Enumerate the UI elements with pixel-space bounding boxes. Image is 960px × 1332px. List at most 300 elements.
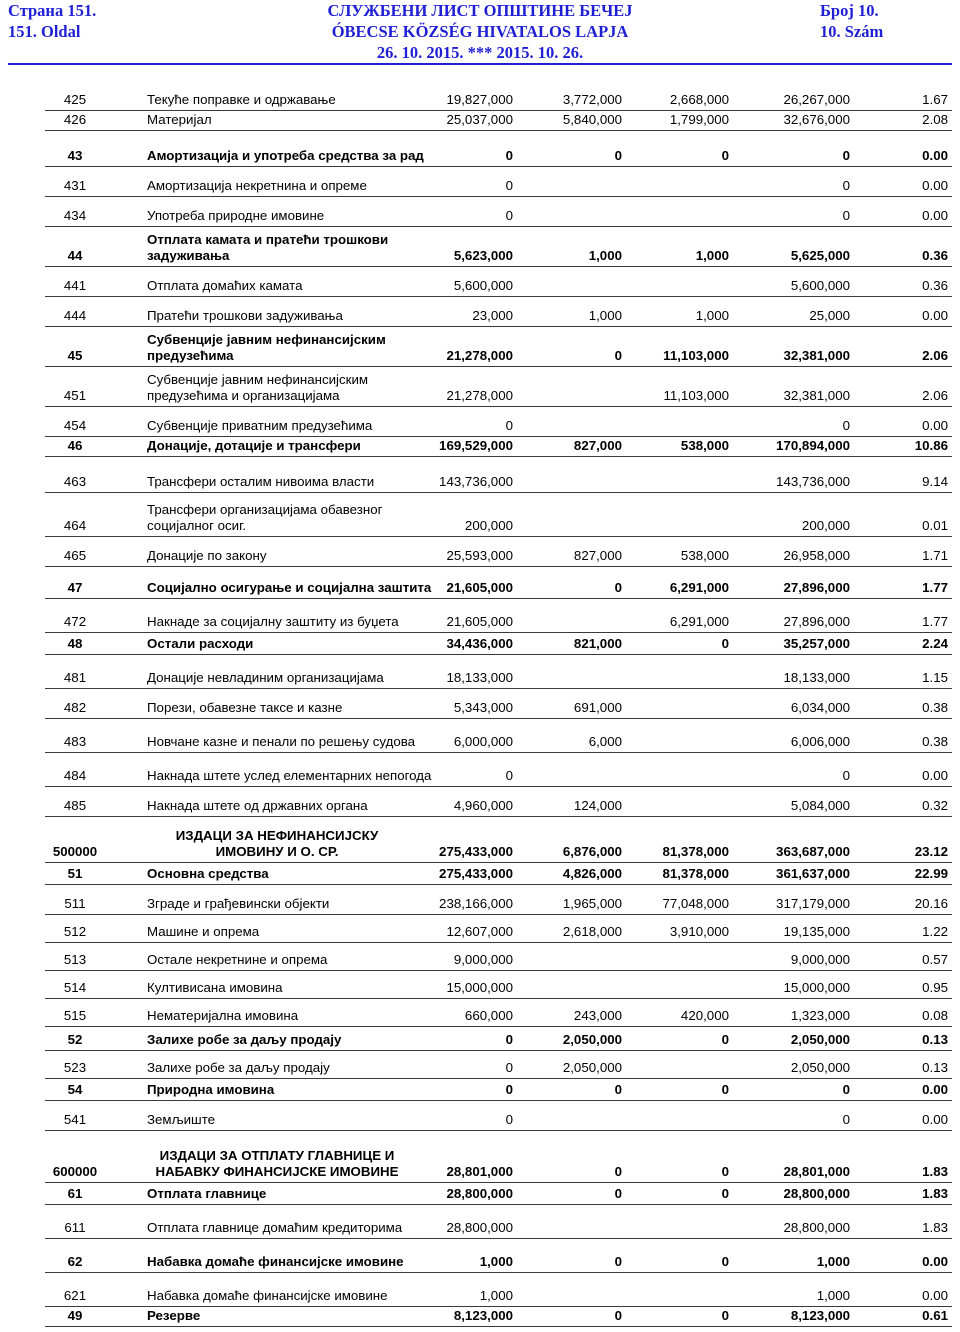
account-code: 514 <box>63 980 87 995</box>
amount-col-3: 6,291,000 <box>669 580 729 595</box>
amount-total: 28,800,000 <box>783 1220 850 1235</box>
amount-col-2: 0 <box>614 1164 622 1179</box>
amount-percent: 1.77 <box>922 614 948 629</box>
amount-total: 361,637,000 <box>776 866 850 881</box>
amount-col-3: 0 <box>721 1082 729 1097</box>
amount-total: 0 <box>842 208 850 223</box>
account-code: 600000 <box>52 1164 98 1179</box>
account-name: Порези, обавезне таксе и казне <box>147 700 343 715</box>
amount-percent: 9.14 <box>922 474 948 489</box>
account-name: Залихе робе за даљу продају <box>147 1032 342 1047</box>
amount-percent: 0.00 <box>922 1288 948 1303</box>
amount-col-3: 0 <box>721 1164 729 1179</box>
amount-total: 19,135,000 <box>783 924 850 939</box>
amount-col-3: 77,048,000 <box>662 896 729 911</box>
amount-col-1: 28,800,000 <box>446 1220 513 1235</box>
amount-col-1: 21,605,000 <box>446 614 513 629</box>
amount-percent: 1.71 <box>922 548 948 563</box>
amount-col-2: 827,000 <box>573 548 622 563</box>
account-code: 464 <box>63 518 87 533</box>
account-code: 454 <box>63 418 87 433</box>
amount-col-1: 19,827,000 <box>446 92 513 107</box>
header-left <box>8 0 96 42</box>
account-code: 47 <box>67 580 83 595</box>
table-row <box>45 753 952 787</box>
table-row <box>45 437 952 457</box>
table-row <box>45 787 952 817</box>
table-row <box>45 457 952 493</box>
amount-total: 27,896,000 <box>783 580 850 595</box>
account-name: Земљиште <box>147 1112 216 1127</box>
account-code: 48 <box>67 636 83 651</box>
account-name: Пратећи трошкови задуживања <box>147 308 343 323</box>
amount-col-1: 12,607,000 <box>446 924 513 939</box>
account-name: Новчане казне и пенали по решењу судова <box>147 734 416 749</box>
account-code: 45 <box>67 348 83 363</box>
amount-col-1: 0 <box>505 418 513 433</box>
amount-percent: 0.00 <box>922 178 948 193</box>
amount-total: 32,676,000 <box>783 112 850 127</box>
table-row <box>45 567 952 599</box>
amount-total: 0 <box>842 418 850 433</box>
account-name: Природна имовина <box>147 1082 275 1097</box>
amount-col-1: 21,605,000 <box>446 580 513 595</box>
account-name: Остале некретнине и опрема <box>147 952 328 967</box>
table-row <box>45 633 952 655</box>
amount-col-1: 5,600,000 <box>453 278 513 293</box>
issue-number-sr: Број 10. <box>820 1 879 20</box>
table-row <box>45 1273 952 1307</box>
amount-col-2: 6,876,000 <box>562 844 622 859</box>
account-name: Нематеријална имовина <box>147 1008 299 1023</box>
account-name: ИЗДАЦИ ЗА ОТПЛАТУ ГЛАВНИЦЕ И НАБАВКУ ФИНАНСИЈСКЕ ИМОВИНЕ <box>155 1148 399 1179</box>
account-name: Амортизација некретнина и опреме <box>147 178 367 193</box>
table-row <box>45 1051 952 1079</box>
amount-col-1: 18,133,000 <box>446 670 513 685</box>
amount-percent: 0.00 <box>922 148 948 163</box>
amount-col-2: 4,826,000 <box>562 866 622 881</box>
amount-col-2: 0 <box>614 1254 622 1269</box>
account-code: 472 <box>63 614 87 629</box>
account-name: Резерве <box>147 1308 201 1323</box>
amount-col-1: 143,736,000 <box>439 474 513 489</box>
amount-col-3: 81,378,000 <box>662 866 729 881</box>
amount-col-1: 0 <box>505 768 513 783</box>
amount-total: 317,179,000 <box>776 896 850 911</box>
account-name: Машине и опрема <box>147 924 260 939</box>
amount-col-1: 275,433,000 <box>439 844 513 859</box>
account-name: Отплата домаћих камата <box>147 278 303 293</box>
account-code: 484 <box>63 768 87 783</box>
account-name: Отплата главнице домаћим кредиторима <box>147 1220 403 1235</box>
gazette-date: 26. 10. 2015. *** 2015. 10. 26. <box>376 43 584 62</box>
amount-total: 363,687,000 <box>776 844 850 859</box>
table-row <box>45 971 952 999</box>
amount-col-3: 0 <box>721 1186 729 1201</box>
amount-percent: 0.00 <box>922 1082 948 1097</box>
account-code: 49 <box>67 1308 83 1323</box>
amount-col-1: 4,960,000 <box>453 798 513 813</box>
table-row <box>45 885 952 915</box>
amount-col-2: 2,050,000 <box>562 1032 622 1047</box>
amount-total: 18,133,000 <box>783 670 850 685</box>
page-header <box>0 0 960 62</box>
table-row <box>45 943 952 971</box>
amount-total: 0 <box>842 178 850 193</box>
amount-percent: 2.06 <box>922 388 948 403</box>
amount-col-3: 0 <box>721 636 729 651</box>
amount-total: 28,800,000 <box>783 1186 850 1201</box>
table-row <box>45 863 952 885</box>
amount-col-3: 538,000 <box>680 548 729 563</box>
account-code: 46 <box>67 438 83 453</box>
account-code: 513 <box>63 952 87 967</box>
table-row <box>45 537 952 567</box>
amount-percent: 0.08 <box>922 1008 948 1023</box>
account-name: Трансфери организацијама обавезног социјалног осиг. <box>147 502 383 533</box>
account-code: 44 <box>67 248 83 263</box>
table-row <box>45 87 952 111</box>
amount-total: 1,000 <box>816 1254 850 1269</box>
account-code: 482 <box>63 700 87 715</box>
account-name: Набавка домаће финансијске имовине <box>147 1254 404 1269</box>
header-right <box>820 0 883 42</box>
amount-col-1: 23,000 <box>472 308 513 323</box>
account-code: 52 <box>67 1032 83 1047</box>
amount-percent: 0.38 <box>922 734 948 749</box>
amount-percent: 0.36 <box>922 248 948 263</box>
amount-col-2: 5,840,000 <box>562 112 622 127</box>
amount-col-2: 691,000 <box>573 700 622 715</box>
table-row <box>45 1079 952 1101</box>
table-row <box>45 689 952 719</box>
account-name: Отплата главнице <box>147 1186 267 1201</box>
amount-col-2: 821,000 <box>573 636 622 651</box>
account-name: Залихе робе за даљу продају <box>147 1060 330 1075</box>
amount-col-3: 0 <box>721 1032 729 1047</box>
amount-col-1: 1,000 <box>479 1254 513 1269</box>
amount-total: 0 <box>842 1112 850 1127</box>
amount-percent: 1.83 <box>922 1164 948 1179</box>
table-row <box>45 915 952 943</box>
amount-col-3: 11,103,000 <box>663 388 729 403</box>
amount-percent: 22.99 <box>914 866 948 881</box>
amount-col-2: 124,000 <box>573 798 622 813</box>
amount-total: 1,323,000 <box>790 1008 850 1023</box>
table-row <box>45 197 952 227</box>
amount-percent: 0.00 <box>922 768 948 783</box>
account-name: Донације, дотације и трансфери <box>147 438 361 453</box>
amount-col-2: 0 <box>614 148 622 163</box>
amount-col-1: 5,343,000 <box>453 700 513 715</box>
amount-col-1: 275,433,000 <box>439 866 513 881</box>
amount-total: 25,000 <box>809 308 850 323</box>
account-name: Субвенције јавним нефинансијским предузећима <box>147 332 386 363</box>
amount-col-1: 28,800,000 <box>446 1186 513 1201</box>
amount-percent: 2.06 <box>922 348 948 363</box>
amount-col-2: 0 <box>614 1308 622 1323</box>
account-code: 481 <box>63 670 87 685</box>
account-name: Материјал <box>147 112 212 127</box>
table-row <box>45 1101 952 1131</box>
header-center <box>300 0 660 63</box>
amount-total: 9,000,000 <box>790 952 850 967</box>
amount-total: 26,267,000 <box>783 92 850 107</box>
table-row <box>45 655 952 689</box>
amount-percent: 0.57 <box>922 952 948 967</box>
budget-table <box>45 87 952 1327</box>
amount-total: 5,084,000 <box>790 798 850 813</box>
account-name: Основна средства <box>147 866 269 881</box>
account-code: 512 <box>63 924 87 939</box>
amount-percent: 1.22 <box>922 924 948 939</box>
amount-col-2: 827,000 <box>573 438 622 453</box>
amount-total: 200,000 <box>801 518 850 533</box>
account-code: 62 <box>67 1254 83 1269</box>
amount-total: 143,736,000 <box>776 474 850 489</box>
amount-col-2: 6,000 <box>588 734 622 749</box>
account-name: Субвенције приватним предузећима <box>147 418 373 433</box>
amount-total: 32,381,000 <box>783 388 850 403</box>
account-code: 441 <box>63 278 87 293</box>
table-row <box>45 227 952 267</box>
amount-percent: 0.32 <box>922 798 948 813</box>
amount-col-3: 0 <box>721 1254 729 1269</box>
amount-col-1: 0 <box>505 1060 513 1075</box>
table-row <box>45 1205 952 1239</box>
amount-col-3: 0 <box>721 1308 729 1323</box>
amount-col-1: 5,623,000 <box>453 248 513 263</box>
amount-col-3: 1,000 <box>695 308 729 323</box>
amount-col-2: 1,000 <box>588 248 622 263</box>
account-name: Накнаде за социјалну заштиту из буџета <box>147 614 399 629</box>
amount-percent: 10.86 <box>914 438 948 453</box>
amount-percent: 0.00 <box>922 208 948 223</box>
amount-total: 5,600,000 <box>790 278 850 293</box>
amount-percent: 0.61 <box>922 1308 948 1323</box>
account-code: 515 <box>63 1008 87 1023</box>
table-row <box>45 1307 952 1327</box>
account-name: Употреба природне имовине <box>147 208 325 223</box>
account-code: 541 <box>63 1112 87 1127</box>
amount-percent: 23.12 <box>914 844 948 859</box>
amount-percent: 2.24 <box>922 636 948 651</box>
table-row <box>45 1027 952 1051</box>
amount-col-3: 420,000 <box>680 1008 729 1023</box>
amount-col-1: 34,436,000 <box>446 636 513 651</box>
amount-total: 2,050,000 <box>790 1060 850 1075</box>
amount-col-1: 25,037,000 <box>446 112 513 127</box>
amount-percent: 0.36 <box>922 278 948 293</box>
amount-col-3: 11,103,000 <box>663 348 729 363</box>
amount-total: 8,123,000 <box>790 1308 850 1323</box>
amount-percent: 1.67 <box>922 92 948 107</box>
account-code: 425 <box>63 92 87 107</box>
table-row <box>45 367 952 407</box>
amount-col-2: 0 <box>614 580 622 595</box>
account-name: Текуће поправке и одржавање <box>147 92 336 107</box>
amount-col-2: 0 <box>614 1082 622 1097</box>
account-code: 483 <box>63 734 87 749</box>
account-code: 431 <box>63 178 87 193</box>
account-code: 426 <box>63 112 87 127</box>
account-name: Зграде и грађевински објекти <box>147 896 330 911</box>
amount-total: 28,801,000 <box>783 1164 850 1179</box>
amount-col-1: 21,278,000 <box>446 348 513 363</box>
table-row <box>45 1183 952 1205</box>
amount-col-2: 2,050,000 <box>562 1060 622 1075</box>
amount-col-1: 200,000 <box>464 518 513 533</box>
table-row <box>45 999 952 1027</box>
amount-total: 26,958,000 <box>783 548 850 563</box>
amount-col-2: 1,965,000 <box>562 896 622 911</box>
amount-col-1: 0 <box>505 1032 513 1047</box>
table-row <box>45 131 952 167</box>
amount-total: 32,381,000 <box>783 348 850 363</box>
amount-col-3: 1,799,000 <box>669 112 729 127</box>
amount-total: 170,894,000 <box>776 438 850 453</box>
amount-total: 6,034,000 <box>790 700 850 715</box>
amount-col-3: 81,378,000 <box>662 844 729 859</box>
account-code: 523 <box>63 1060 87 1075</box>
amount-col-3: 3,910,000 <box>669 924 729 939</box>
amount-percent: 0.00 <box>922 1112 948 1127</box>
gazette-title-hu: ÓBECSE KÖZSÉG HIVATALOS LAPJA <box>331 22 629 41</box>
amount-percent: 0.13 <box>922 1032 948 1047</box>
table-row <box>45 1131 952 1183</box>
account-code: 611 <box>64 1220 86 1235</box>
account-code: 621 <box>63 1288 87 1303</box>
account-code: 465 <box>63 548 87 563</box>
header-rule <box>8 63 952 65</box>
amount-percent: 0.95 <box>922 980 948 995</box>
account-name: Набавка домаће финансијске имовине <box>147 1288 388 1303</box>
account-name: Трансфери осталим нивоима власти <box>147 474 375 489</box>
amount-col-1: 28,801,000 <box>446 1164 513 1179</box>
table-row <box>45 111 952 131</box>
amount-col-3: 0 <box>721 148 729 163</box>
amount-col-2: 3,772,000 <box>562 92 622 107</box>
account-code: 451 <box>63 388 87 403</box>
account-code: 500000 <box>52 844 98 859</box>
issue-number-hu: 10. Szám <box>820 22 884 41</box>
account-name: Субвенције јавним нефинансијским предузећима и организацијама <box>147 372 369 403</box>
amount-total: 1,000 <box>816 1288 850 1303</box>
account-name: Донације невладиним организацијама <box>147 670 384 685</box>
amount-total: 35,257,000 <box>783 636 850 651</box>
amount-col-1: 9,000,000 <box>453 952 513 967</box>
amount-total: 6,006,000 <box>790 734 850 749</box>
amount-percent: 1.77 <box>922 580 948 595</box>
amount-col-2: 1,000 <box>588 308 622 323</box>
account-code: 54 <box>67 1082 83 1097</box>
amount-col-1: 0 <box>505 148 513 163</box>
account-code: 434 <box>63 208 87 223</box>
table-row <box>45 599 952 633</box>
amount-percent: 1.83 <box>922 1186 948 1201</box>
amount-col-1: 15,000,000 <box>446 980 513 995</box>
amount-col-1: 0 <box>505 208 513 223</box>
amount-col-1: 1,000 <box>479 1288 513 1303</box>
account-code: 485 <box>63 798 87 813</box>
account-name: Донације по закону <box>147 548 267 563</box>
table-row <box>45 1239 952 1273</box>
account-code: 43 <box>67 148 83 163</box>
amount-total: 5,625,000 <box>790 248 850 263</box>
amount-col-1: 238,166,000 <box>439 896 513 911</box>
amount-percent: 1.83 <box>922 1220 948 1235</box>
account-code: 61 <box>67 1186 83 1201</box>
amount-percent: 2.08 <box>922 112 948 127</box>
table-row <box>45 167 952 197</box>
amount-col-2: 2,618,000 <box>562 924 622 939</box>
account-name: Отплата камата и пратећи трошкови задуживања <box>147 232 389 263</box>
amount-col-2: 0 <box>614 348 622 363</box>
amount-percent: 0.38 <box>922 700 948 715</box>
table-row <box>45 297 952 327</box>
amount-col-3: 6,291,000 <box>669 614 729 629</box>
amount-col-1: 25,593,000 <box>446 548 513 563</box>
amount-col-3: 2,668,000 <box>669 92 729 107</box>
amount-total: 2,050,000 <box>790 1032 850 1047</box>
amount-percent: 0.00 <box>922 308 948 323</box>
account-name: Амортизација и употреба средства за рад <box>147 148 424 163</box>
amount-percent: 0.00 <box>922 1254 948 1269</box>
amount-col-1: 6,000,000 <box>453 734 513 749</box>
amount-percent: 0.00 <box>922 418 948 433</box>
account-name: Култивисана имовина <box>147 980 283 995</box>
amount-col-1: 21,278,000 <box>446 388 513 403</box>
account-name: Накнада штете од државних органа <box>147 798 368 813</box>
account-code: 511 <box>64 896 86 911</box>
amount-col-2: 243,000 <box>573 1008 622 1023</box>
amount-col-1: 8,123,000 <box>453 1308 513 1323</box>
table-row <box>45 327 952 367</box>
amount-total: 15,000,000 <box>783 980 850 995</box>
table-row <box>45 267 952 297</box>
table-row <box>45 719 952 753</box>
amount-total: 0 <box>842 768 850 783</box>
table-row <box>45 407 952 437</box>
account-name: Остали расходи <box>147 636 254 651</box>
account-code: 444 <box>63 308 87 323</box>
page-number-sr: Страна 151. <box>8 1 97 20</box>
amount-col-1: 0 <box>505 1082 513 1097</box>
amount-total: 0 <box>842 148 850 163</box>
amount-col-1: 660,000 <box>464 1008 513 1023</box>
amount-col-1: 0 <box>505 178 513 193</box>
amount-total: 27,896,000 <box>783 614 850 629</box>
amount-percent: 0.13 <box>922 1060 948 1075</box>
amount-col-1: 169,529,000 <box>439 438 513 453</box>
amount-col-1: 0 <box>505 1112 513 1127</box>
gazette-title-sr: СЛУЖБЕНИ ЛИСТ ОПШТИНЕ БЕЧЕЈ <box>327 1 633 20</box>
amount-percent: 20.16 <box>914 896 948 911</box>
table-row <box>45 493 952 537</box>
amount-col-2: 0 <box>614 1186 622 1201</box>
amount-total: 0 <box>842 1082 850 1097</box>
amount-percent: 1.15 <box>922 670 948 685</box>
account-name: Накнада штете услед елементарних непогода <box>147 768 432 783</box>
account-name: Социјално осигурање и социјална заштита <box>147 580 432 595</box>
table-row <box>45 817 952 863</box>
amount-col-3: 1,000 <box>695 248 729 263</box>
account-code: 463 <box>63 474 87 489</box>
amount-col-3: 538,000 <box>680 438 729 453</box>
page-number-hu: 151. Oldal <box>8 22 81 41</box>
amount-percent: 0.01 <box>922 518 948 533</box>
account-name: ИЗДАЦИ ЗА НЕФИНАНСИЈСКУ ИМОВИНУ И О. СР. <box>175 828 379 859</box>
